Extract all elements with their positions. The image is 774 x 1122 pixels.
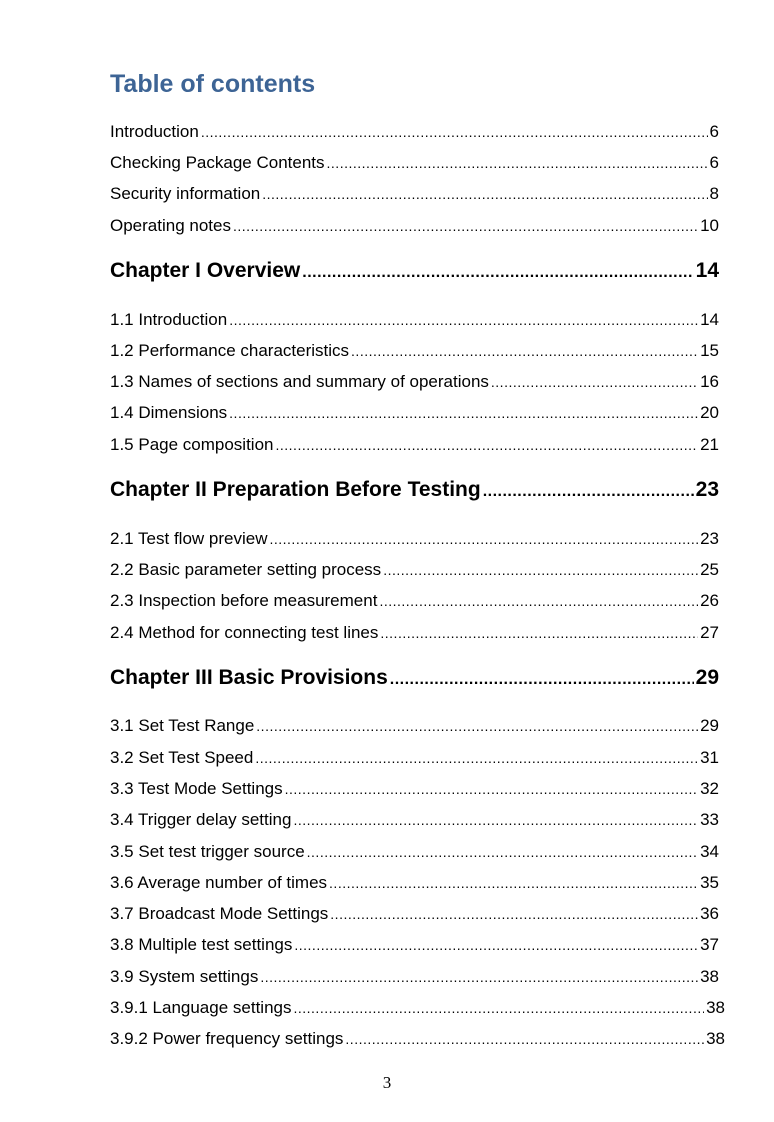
toc-entry[interactable] <box>110 529 719 553</box>
dot-leader <box>380 625 698 641</box>
toc-entry-page: 14 <box>700 310 719 329</box>
toc-entry-page: 34 <box>700 842 719 861</box>
toc-entry-text: 3.9.1 Language settings <box>110 998 292 1017</box>
toc-entry-page: 21 <box>700 435 719 454</box>
toc-entry[interactable] <box>110 998 725 1022</box>
dot-leader <box>293 1000 704 1016</box>
toc-chapter-entry[interactable] <box>110 478 719 508</box>
toc-entry[interactable] <box>110 810 719 834</box>
toc-entry-text: 3.3 Test Mode Settings <box>110 779 283 798</box>
toc-entry[interactable] <box>110 184 719 208</box>
dot-leader <box>379 593 698 609</box>
toc-entry[interactable] <box>110 216 719 240</box>
toc-entry-page: 15 <box>700 341 719 360</box>
toc-entry-page: 32 <box>700 779 719 798</box>
toc-chapter-page: 29 <box>695 666 719 689</box>
dot-leader <box>201 124 708 140</box>
toc-entry-page: 16 <box>700 372 719 391</box>
dot-leader <box>256 718 698 734</box>
dot-leader <box>229 312 698 328</box>
dot-leader <box>491 374 698 390</box>
toc-chapter-page: 14 <box>695 259 719 282</box>
toc-entry[interactable] <box>110 967 719 991</box>
toc-entry[interactable] <box>110 904 719 928</box>
dot-leader <box>229 405 698 421</box>
toc-entry[interactable] <box>110 122 719 146</box>
toc-entry-text: 3.6 Average number of times <box>110 873 328 892</box>
toc-entry[interactable] <box>110 153 719 177</box>
dot-leader <box>327 155 708 171</box>
dot-leader <box>294 937 698 953</box>
toc-entry-page: 6 <box>709 153 719 172</box>
toc-entry-text: 2.3 Inspection before measurement <box>110 591 378 610</box>
toc-entry-page: 25 <box>700 560 719 579</box>
dot-leader <box>260 969 698 985</box>
toc-entry-text: 2.2 Basic parameter setting process <box>110 560 382 579</box>
toc-entry[interactable] <box>110 403 719 427</box>
dot-leader <box>307 844 698 860</box>
toc-chapter-entry[interactable] <box>110 666 719 696</box>
toc-entry-page: 38 <box>706 998 725 1017</box>
dot-leader <box>276 437 699 453</box>
toc-entry-text: 3.9 System settings <box>110 967 259 986</box>
toc-entry-text: 1.3 Names of sections and summary of operations <box>110 372 489 391</box>
toc-entry-text: 3.2 Set Test Speed <box>110 748 254 767</box>
toc-entry[interactable] <box>110 716 719 740</box>
toc-entry-text: 1.4 Dimensions <box>110 403 228 422</box>
toc-entry[interactable] <box>110 560 719 584</box>
toc-entry-page: 29 <box>700 716 719 735</box>
toc-entry-page: 38 <box>706 1029 725 1048</box>
dot-leader <box>345 1031 704 1047</box>
dot-leader <box>390 671 694 689</box>
toc-entry-page: 6 <box>709 122 719 141</box>
toc-entry[interactable] <box>110 435 719 459</box>
toc-entry-text: 3.1 Set Test Range <box>110 716 255 735</box>
toc-entry-text: 1.1 Introduction <box>110 310 228 329</box>
page-number: 3 <box>382 1073 392 1092</box>
toc-entry[interactable] <box>110 748 719 772</box>
toc-chapter-page: 23 <box>695 478 719 501</box>
toc-chapter-text: Chapter II Preparation Before Testing <box>110 478 481 501</box>
toc-entry-page: 10 <box>700 216 719 235</box>
toc-entry-text: Introduction <box>110 122 199 141</box>
toc-entry-page: 38 <box>700 967 719 986</box>
dot-leader <box>383 562 698 578</box>
toc-entry-text: 3.4 Trigger delay setting <box>110 810 292 829</box>
toc-entry-page: 27 <box>700 623 719 642</box>
dot-leader <box>262 186 707 202</box>
toc-entry[interactable] <box>110 310 719 334</box>
toc-entry-page: 33 <box>700 810 719 829</box>
dot-leader <box>329 875 698 891</box>
toc-entry-text: Checking Package Contents <box>110 153 325 172</box>
toc-entry[interactable] <box>110 372 719 396</box>
toc-entry-text: 1.5 Page composition <box>110 435 274 454</box>
toc-entry-text: 3.9.2 Power frequency settings <box>110 1029 344 1048</box>
toc-entry-text: Operating notes <box>110 216 231 235</box>
toc-entry-text: 3.8 Multiple test settings <box>110 935 293 954</box>
toc-entry-page: 26 <box>700 591 719 610</box>
toc-entry-page: 20 <box>700 403 719 422</box>
toc-chapter-text: Chapter I Overview <box>110 259 301 282</box>
toc-entry-text: 2.1 Test flow preview <box>110 529 268 548</box>
toc-entry-text: 1.2 Performance characteristics <box>110 341 350 360</box>
toc-entry[interactable] <box>110 935 719 959</box>
dot-leader <box>255 750 698 766</box>
toc-entry-text: 2.4 Method for connecting test lines <box>110 623 379 642</box>
toc-entry[interactable] <box>110 779 719 803</box>
toc-title: Table of contents <box>110 70 316 98</box>
toc-chapter-text: Chapter III Basic Provisions <box>110 666 388 689</box>
toc-entry[interactable] <box>110 591 719 615</box>
toc-entry[interactable] <box>110 623 719 647</box>
toc-entry-text: 3.5 Set test trigger source <box>110 842 305 861</box>
dot-leader <box>293 812 698 828</box>
dot-leader <box>351 343 698 359</box>
toc-entry[interactable] <box>110 873 719 897</box>
dot-leader <box>330 906 698 922</box>
toc-entry[interactable] <box>110 341 719 365</box>
dot-leader <box>233 218 698 234</box>
toc-entry[interactable] <box>110 842 719 866</box>
toc-entry-page: 8 <box>709 184 719 203</box>
dot-leader <box>483 483 694 501</box>
toc-chapter-entry[interactable] <box>110 259 719 289</box>
toc-entry-page: 31 <box>700 748 719 767</box>
dot-leader <box>285 781 698 797</box>
toc-entry-text: 3.7 Broadcast Mode Settings <box>110 904 329 923</box>
toc-entry-page: 37 <box>700 935 719 954</box>
toc-entry[interactable] <box>110 1029 725 1053</box>
toc-entry-page: 35 <box>700 873 719 892</box>
dot-leader <box>269 531 698 547</box>
toc-entry-page: 36 <box>700 904 719 923</box>
toc-entry-page: 23 <box>700 529 719 548</box>
dot-leader <box>302 264 693 282</box>
toc-entry-text: Security information <box>110 184 261 203</box>
